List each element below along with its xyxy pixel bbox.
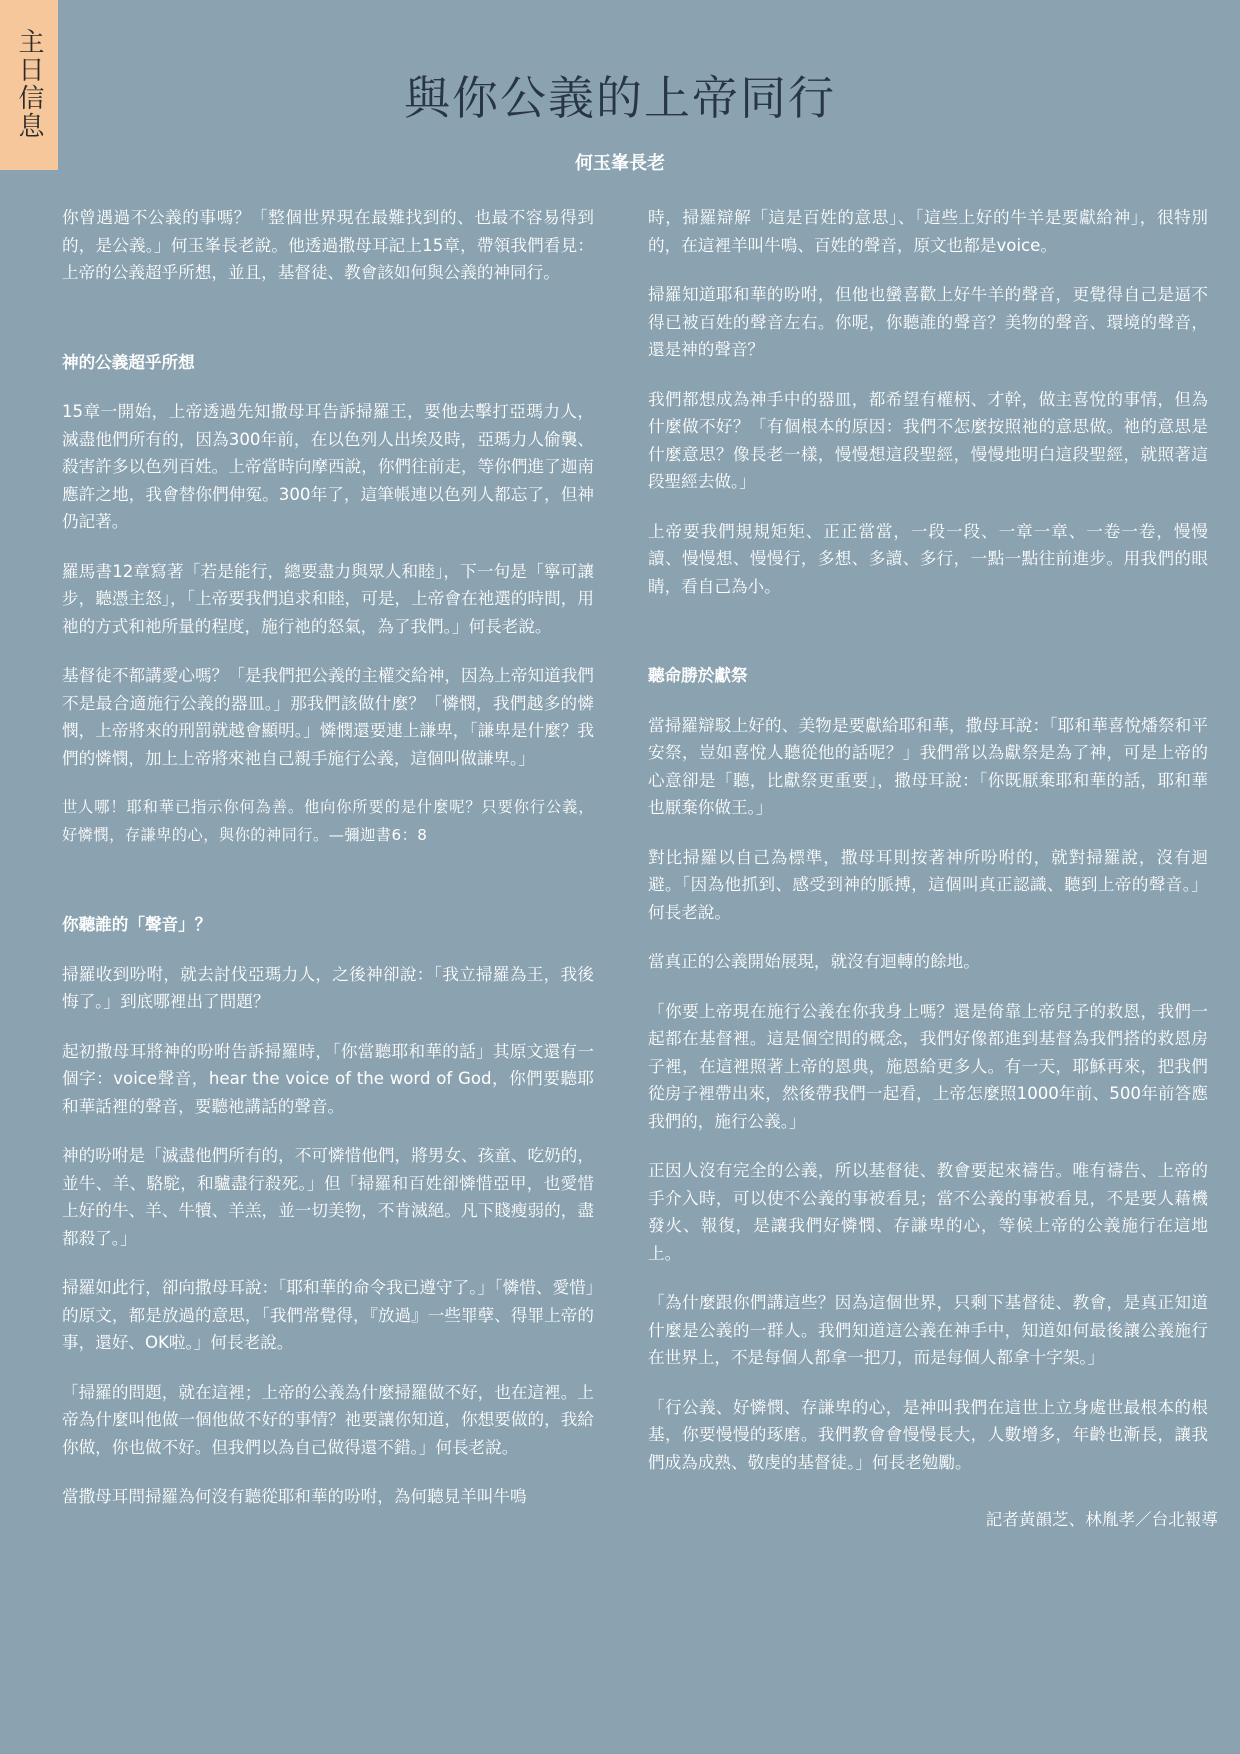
section-heading: 神的公義超乎所想 [62,352,195,372]
intro-paragraph: 你曾遇過不公義的事嗎？「整個世界現在最難找到的、也最不容易得到的，是公義。」何玉峯長老說。他透過撒母耳記上15章，帶領我們看見：上帝的公義超乎所想，並且，基督徒、教會該如何與公義的神同行。 [62,208,594,282]
paragraph: 時，掃羅辯解「這是百姓的意思」、「這些上好的牛羊是要獻給神」，很特別的，在這裡羊叫牛鳴、百姓的聲音，原文也都是voice。 [648,208,1208,255]
paragraph: 當撒母耳問掃羅為何沒有聽從耶和華的吩咐，為何聽見羊叫牛鳴 [62,1487,527,1506]
right-column [648,204,1208,1498]
paragraph: 羅馬書12章寫著「若是能行，總要盡力與眾人和睦」，下一句是「寧可讓步，聽憑主怒」，「上帝要我們追求和睦，可是，上帝會在祂選的時間，用祂的方式和祂所量的程度，施行祂的怒氣，為了我們。」何長老說。 [62,561,594,636]
section-heading: 聽命勝於獻祭 [648,666,748,685]
paragraph: 「行公義、好憐憫、存謙卑的心，是神叫我們在這世上立身處世最根本的根基，你要慢慢的琢磨。我們教會會慢慢長大，人數增多，年齡也漸長，讓我們成為成熟、敬虔的基督徒。」何長老勉勵。 [648,1397,1208,1472]
paragraph: 掃羅收到吩咐，就去討伐亞瑪力人，之後神卻說：「我立掃羅為王，我後悔了。」到底哪裡出了問題？ [62,964,594,1011]
section-tag-label: 主日信息 [14,28,44,140]
paragraph: 上帝要我們規規矩矩、正正當當，一段一段、一章一章、一卷一卷，慢慢讀、慢慢想、慢慢行，多想、多讀、多行，一點一點往前進步。用我們的眼睛，看自己為小。 [648,521,1208,596]
paragraph: 當真正的公義開始展現，就沒有迴轉的餘地。 [648,952,980,971]
left-column [62,204,594,1533]
paragraph: 15章一開始，上帝透過先知撒母耳告訴掃羅王，要他去擊打亞瑪力人，滅盡他們所有的，因為300年前，在以色列人出埃及時，亞瑪力人偷襲、殺害許多以色列百姓。上帝當時向摩西說，你們往前走，等你們進了迦南應許之地，我會替你們伸冤。300年了，這筆帳連以色列人都忘了，但神仍記著。 [62,402,594,531]
paragraph: 「掃羅的問題，就在這裡；上帝的公義為什麼掃羅做不好，也在這裡。上帝為什麼叫他做一個他做不好的事情？祂要讓你知道，你想要做的，我給你做，你也做不好。但我們以為自己做得還不錯。」何長老說。 [62,1382,594,1457]
paragraph: 「為什麼跟你們講這些？因為這個世界，只剩下基督徒、教會，是真正知道什麼是公義的一群人。我們知道這公義在神手中，知道如何最後讓公義施行在世界上，不是每個人都拿一把刀，而是每個人都拿十字架。」 [648,1293,1208,1367]
paragraph: 正因人沒有完全的公義，所以基督徒、教會要起來禱告。唯有禱告、上帝的手介入時，可以使不公義的事被看見；當不公義的事被看見，不是要人藉機發火、報復，是讓我們好憐憫、存謙卑的心，等候上帝的公義施行在這地上。 [648,1161,1208,1263]
paragraph: 掃羅如此行，卻向撒母耳說：「耶和華的命令我已遵守了。」「憐惜、愛惜」的原文，都是放過的意思，「我們常覺得，『放過』一些罪孽、得罪上帝的事，還好、OK啦。」何長老說。 [62,1278,594,1352]
paragraph: 對比掃羅以自己為標準，撒母耳則按著神所吩咐的，就對掃羅說，沒有迴避。「因為他抓到、感受到神的脈搏，這個叫真正認識、聽到上帝的聲音。」何長老說。 [648,847,1208,922]
paragraph: 當掃羅辯駁上好的、美物是要獻給耶和華，撒母耳說：「耶和華喜悅燔祭和平安祭，豈如喜悅人聽從他的話呢？」我們常以為獻祭是為了神，可是上帝的心意卻是「聽，比獻祭更重要」，撒母耳說：「你既厭棄耶和華的話，耶和華也厭棄你做王。」 [648,715,1208,817]
paragraph: 我們都想成為神手中的器皿，都希望有權柄、才幹，做主喜悅的事情，但為什麼做不好？「有個根本的原因：我們不怎麼按照祂的意思做。祂的意思是什麼意思？像長老一樣，慢慢想這段聖經，慢慢地明白這段聖經，就照著這段聖經去做。」 [648,389,1208,491]
paragraph: 基督徒不都講愛心嗎？「是我們把公義的主權交給神，因為上帝知道我們不是最合適施行公義的器皿。」那我們該做什麼？「憐憫，我們越多的憐憫，上帝將來的刑罰就越會顯明。」憐憫還要連上謙卑，「謙卑是什麼？我們的憐憫，加上上帝將來祂自己親手施行公義，這個叫做謙卑。」 [62,666,594,768]
scripture-quote: 世人哪！耶和華已指示你何為善。他向你所要的是什麼呢？只要你行公義，好憐憫，存謙卑的心，與你的神同行。—彌迦書6：8 [62,798,594,844]
article-title: 與你公義的上帝同行 [404,71,836,125]
paragraph: 掃羅知道耶和華的吩咐，但他也蠻喜歡上好牛羊的聲音，更覺得自己是逼不得已被百姓的聲音左右。你呢，你聽誰的聲音？美物的聲音、環境的聲音，還是神的聲音？ [648,285,1208,359]
reporter-byline: 記者黃韻芝、林胤孝／台北報導 [985,1510,1218,1529]
section-heading: 你聽誰的「聲音」？ [62,915,212,934]
paragraph: 神的吩咐是「滅盡他們所有的，不可憐惜他們，將男女、孩童、吃奶的，並牛、羊、駱駝，和驢盡行殺死。」但「掃羅和百姓卻憐惜亞甲，也愛惜上好的牛、羊、牛犢、羊羔，並一切美物，不肯滅絕。凡下賤瘦弱的，盡都殺了。」 [62,1146,594,1248]
paragraph: 「你要上帝現在施行公義在你我身上嗎？還是倚靠上帝兒子的救恩，我們一起都在基督裡。這是個空間的概念，我們好像都進到基督為我們搭的救恩房子裡，在這裡照著上帝的恩典，施恩給更多人。有一天，耶穌再來，把我們從房子裡帶出來，然後帶我們一起看，上帝怎麼照1000年前、500年前答應我們的，施行公義。」 [648,1001,1208,1131]
article-author: 何玉峯長老 [575,153,665,174]
paragraph: 起初撒母耳將神的吩咐告訴掃羅時，「你當聽耶和華的話」其原文還有一個字：voice聲音，hear the voice of the word of God，你們要聽耶和華話裡的聲音，要聽祂講話的聲音。 [62,1041,594,1116]
